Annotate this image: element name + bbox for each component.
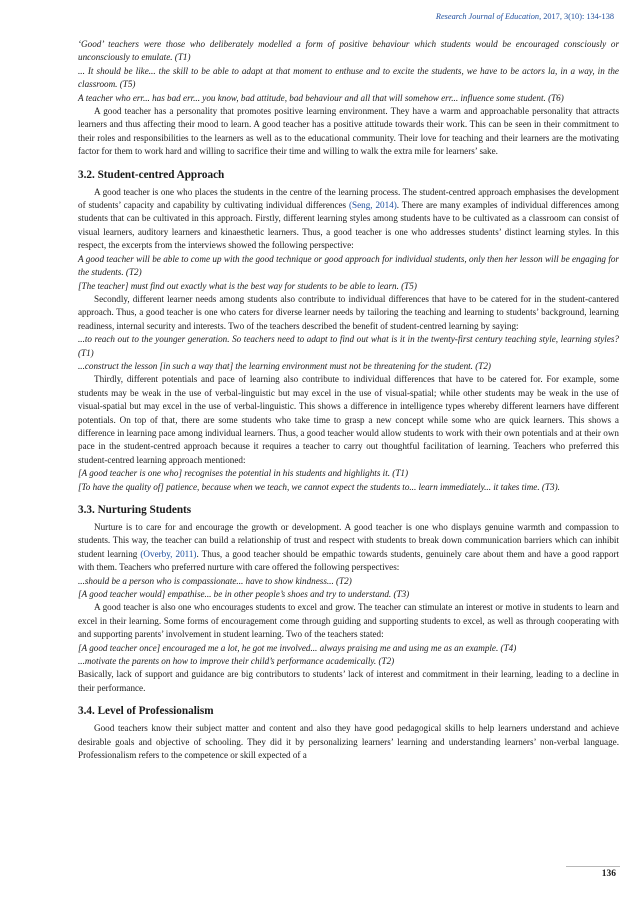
- interview-quote: [The teacher] must find out exactly what is the best way for students to be able to learn. (T5): [78, 280, 417, 291]
- interview-quote: [A good teacher would] empathise... be in other people’s shoes and try to understand. (T3): [78, 589, 410, 600]
- body-paragraph: Thirdly, different potentials and pace of learning also contribute to individual differences that have to be catered for. For example, some students may be weak in the use of verbal-linguistic but may excel in the use of visual-spatial; while other students may be weak in the use of visual-spatial but may excel in the use of verbal-linguistic. This shows a difference in intelligence types whereby different learners have different potentials. On top of that, there are some students who take time to grasp a new concept while some who are quick learners. This shows a difference in learning pace among individual learners. Thus, a good teacher would allow students to work with their own potentials and at their own pace in the student-centred approach because it requires a teacher to carry out thoughtful facilitation of learning. Teachers who preferred this student-centred learning approach mentioned:: [78, 374, 619, 465]
- section-heading-3-4: 3.4. Level of Professionalism: [78, 705, 214, 718]
- interview-quote: [A good teacher once] encouraged me a lot, he got me involved... always praising me and using me as an example. (T4): [78, 642, 517, 653]
- citation-link[interactable]: (Overby, 2011): [140, 548, 197, 559]
- body-paragraph: Basically, lack of support and guidance are big contributors to students’ lack of interest and commitment in their learning, leading to a decline in their performance.: [78, 669, 619, 693]
- body-paragraph: A good teacher is one who places the students in the centre of the learning process. The student-centred approach emphasises the development of students’ capacity and capability by cultivating individual differences (Seng, 2014). There are many examples of individual differences among students that can be cultivated in this approach. Firstly, different learning styles among students have to be cultivated as a classroom can consist of visual learners, auditory learners and kinaesthetic learners. Thus, a good teacher is one who addresses students’ distinct learning styles. In this respect, the excerpts from the interviews showed the following perspective:: [78, 186, 619, 251]
- body-paragraph: Secondly, different learner needs among students also contribute to individual differences that have to be catered for in the student-cantered approach. Thus, a good teacher is one who caters for diverse learner needs by tailoring the teaching and learning to students’ background, learning readiness, internal security and interests. Two of the teachers described the benefit of student-centred learning by saying:: [78, 293, 619, 331]
- journal-year: 2017: [543, 12, 560, 21]
- section-heading-3-3: 3.3. Nurturing Students: [78, 504, 192, 516]
- body-paragraph: Nurture is to care for and encourage the growth or development. A good teacher is one who displays genuine warmth and compassion to students. This way, the teacher can build a relationship of trust and respect with students to break down communication barriers which can inhibit student learning (Overby, 2011). Thus, a good teacher should be empathic towards students, genuinely care about them and have a good rapport with them. Teachers who preferred nurture with care offered the following perspectives:: [78, 522, 620, 573]
- section-heading-3-2: 3.2. Student-centred Approach: [78, 168, 225, 181]
- citation-link[interactable]: (Seng, 2014): [349, 200, 397, 211]
- interview-quote: ...motivate the parents on how to improve their child’s performance academically. (T2): [78, 656, 395, 667]
- interview-quote: [To have the quality of] patience, because when we teach, we cannot expect the students to... learn immediately... it takes time. (T3).: [78, 481, 560, 492]
- interview-quote: A good teacher will be able to come up with the good technique or good approach for individual students, only then her lesson will be engaging for the students. (T2): [78, 253, 619, 278]
- journal-volume-pages: 3(10): 134-138: [563, 12, 614, 21]
- footer-rule: [566, 866, 620, 867]
- interview-quote: ...construct the lesson [in such a way that] the learning environment must not be threatening for the student. (T2): [78, 360, 491, 371]
- page-number: 136: [601, 869, 616, 879]
- interview-quote: ‘Good’ teachers were those who deliberately modelled a form of positive behaviour which students would be encouraged consciously or unconsciously to emulate. (T1): [78, 39, 619, 63]
- body-paragraph: A good teacher is also one who encourages students to excel and grow. The teacher can stimulate an interest or motive in students to learn and excel in their learning. Some forms of encouragement come through guiding and supporting students to excel, as well as through cooperating with and supporting parents’ involvement in student learning. Two of the teachers stated:: [78, 602, 619, 640]
- interview-quote: A teacher who err... has bad err... you know, bad attitude, bad behaviour and all that will somehow err... influence some student. (T6): [78, 92, 564, 103]
- journal-name: Research Journal of Education: [435, 12, 540, 21]
- interview-quote: ... It should be like... the skill to be able to adapt at that moment to enthuse and to excite the students, we have to be actors la, in a way, in the classroom. (T5): [78, 65, 619, 90]
- interview-quote: ...to reach out to the younger generation. So teachers need to adapt to find out what is it in the twenty-first century teaching style, learning styles? (T1): [78, 334, 619, 358]
- body-paragraph: Good teachers know their subject matter and content and also they have good pedagogical skills to help learners understand and achieve desirable goals and objective of schooling. They did it by personalizing learners’ learning and understanding learners’ non-verbal language. Professionalism refers to the competence or skill expected of a: [78, 723, 619, 761]
- interview-quote: [A good teacher is one who] recognises the potential in his students and highlights it. (T1): [78, 468, 409, 479]
- body-text: [78, 38, 619, 763]
- interview-quote: ...should be a person who is compassionate... have to show kindness... (T2): [78, 575, 352, 586]
- body-paragraph: A good teacher has a personality that promotes positive learning environment. They have a warm and approachable personality that attracts learners and thus affecting their mood to learn. A good teacher has a positive attitude towards their work. This can be seen in their commitment to their roles and responsibilities to the learners as well as to the educational community. Their love for teaching and their learners are the motivating factor for them to work hard and willing to sacrifice their time and willing to walk the extra mile for learners’ sake.: [78, 106, 619, 157]
- running-header: Research Journal of Education, 2017, 3(10): 134-138: [435, 12, 614, 21]
